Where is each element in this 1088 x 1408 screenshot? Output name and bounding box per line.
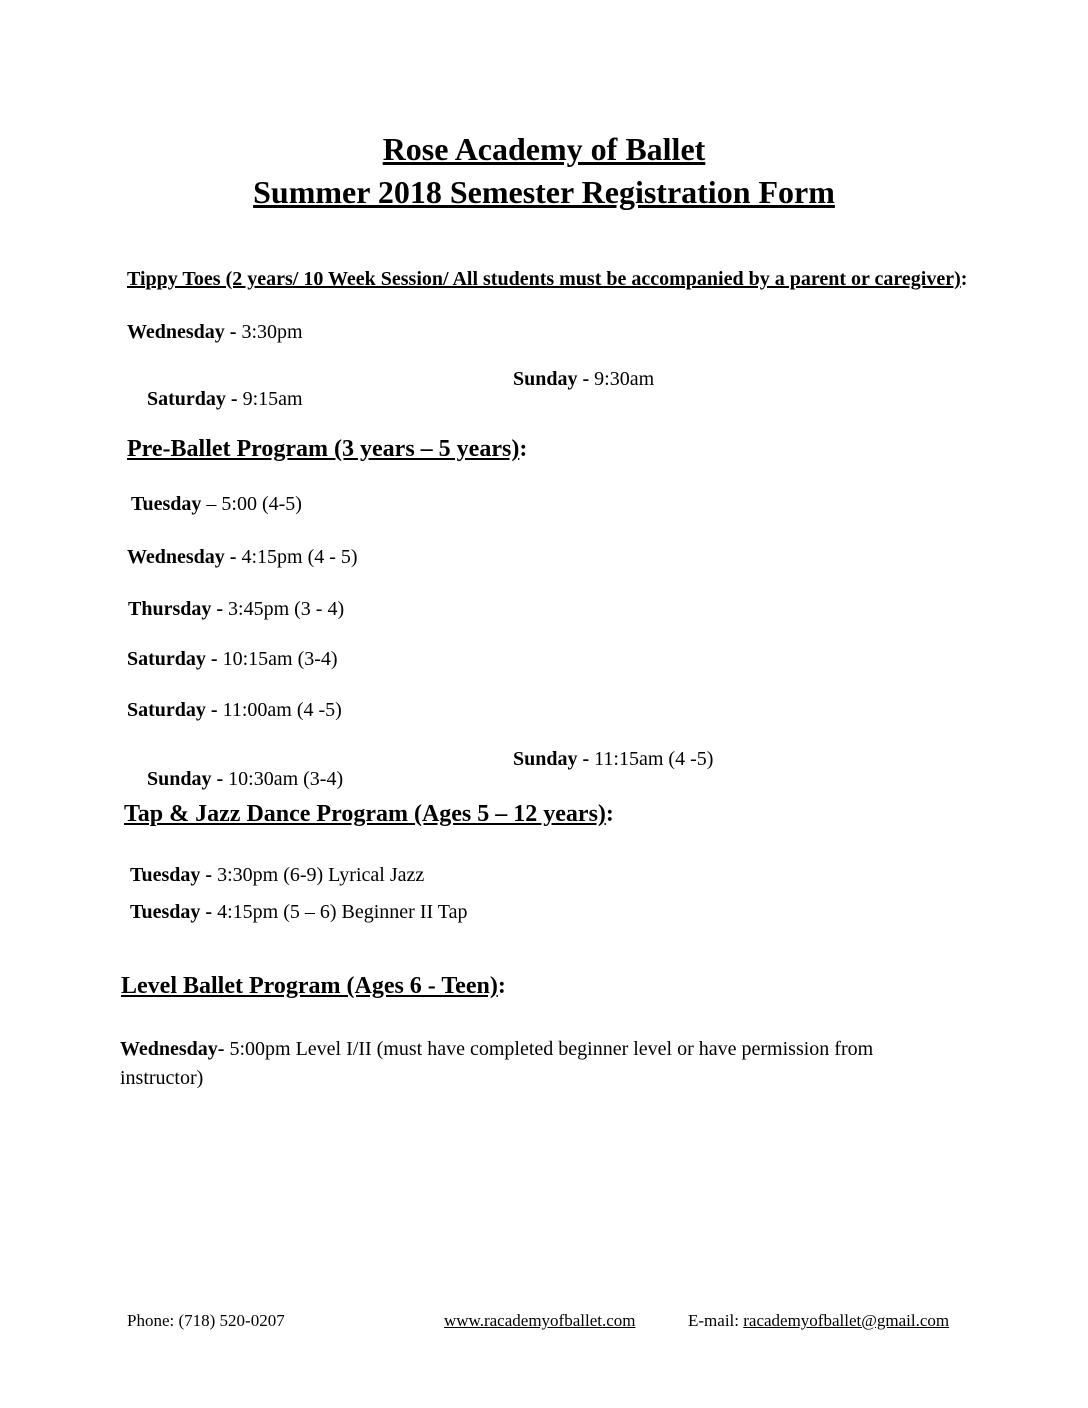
day-label: Sunday - (513, 748, 590, 770)
day-label: Sunday - (147, 768, 224, 790)
time-text: 10:30am (3-4) (223, 768, 344, 790)
section-heading-tippy-toes: Tippy Toes (2 years/ 10 Week Session/ All students must be accompanied by a parent or caregiver): (127, 268, 968, 290)
schedule-paragraph (120, 1035, 936, 1093)
document-title (0, 128, 1088, 214)
schedule-cell (147, 388, 303, 410)
day-label: Wednesday - (127, 321, 237, 343)
footer-website-link[interactable]: www.racademyofballet.com (444, 1311, 636, 1330)
day-label: Wednesday - (127, 546, 237, 568)
schedule-line (131, 494, 302, 514)
time-text: 4:15pm (4 - 5) (236, 546, 358, 568)
schedule-cell (147, 768, 343, 790)
footer-email (688, 1312, 949, 1331)
time-text: 10:15am (3-4) (217, 648, 338, 670)
day-label: Saturday - (127, 699, 218, 721)
schedule-line (127, 649, 338, 669)
document-title-line2: Summer 2018 Semester Registration Form (253, 174, 835, 210)
time-text: 11:00am (4 -5) (217, 699, 342, 721)
footer-email-link[interactable]: racademyofballet@gmail.com (743, 1311, 950, 1330)
schedule-cell (513, 369, 654, 389)
time-text: 9:30am (589, 368, 655, 390)
time-text: – 5:00 (4-5) (201, 493, 302, 515)
time-text: 4:15pm (5 – 6) Beginner II Tap (212, 901, 468, 923)
time-text: 5:00pm Level I/II (must have completed beginner level or have permission from instructor) (120, 1038, 874, 1089)
day-label: Thursday - (128, 598, 224, 620)
section-heading-pre-ballet: Pre-Ballet Program (3 years – 5 years): (127, 436, 528, 462)
schedule-line (127, 700, 342, 720)
section-heading-level-ballet: Level Ballet Program (Ages 6 - Teen): (121, 973, 506, 999)
day-label: Saturday - (127, 648, 218, 670)
day-label: Saturday - (147, 388, 238, 410)
schedule-line (128, 599, 344, 619)
schedule-line (127, 547, 358, 567)
time-text: 9:15am (237, 388, 303, 410)
day-label: Tuesday - (130, 901, 213, 923)
day-label: Sunday - (513, 368, 590, 390)
schedule-cell (513, 749, 713, 769)
time-text: 11:15am (4 -5) (589, 748, 714, 770)
day-label: Tuesday - (130, 864, 213, 886)
time-text: 3:30pm (236, 321, 303, 343)
footer-phone: Phone: (718) 520-0207 (127, 1311, 285, 1330)
schedule-line (127, 322, 303, 342)
section-heading-tap-jazz: Tap & Jazz Dance Program (Ages 5 – 12 years): (124, 801, 614, 827)
schedule-line (130, 865, 424, 885)
document-title-line1: Rose Academy of Ballet (382, 131, 706, 167)
time-text: 3:45pm (3 - 4) (223, 598, 345, 620)
schedule-line (130, 902, 467, 922)
email-label: E-mail: (688, 1311, 744, 1330)
time-text: 3:30pm (6-9) Lyrical Jazz (212, 864, 425, 886)
day-label: Tuesday (131, 493, 202, 515)
day-label: Wednesday- (120, 1038, 225, 1060)
